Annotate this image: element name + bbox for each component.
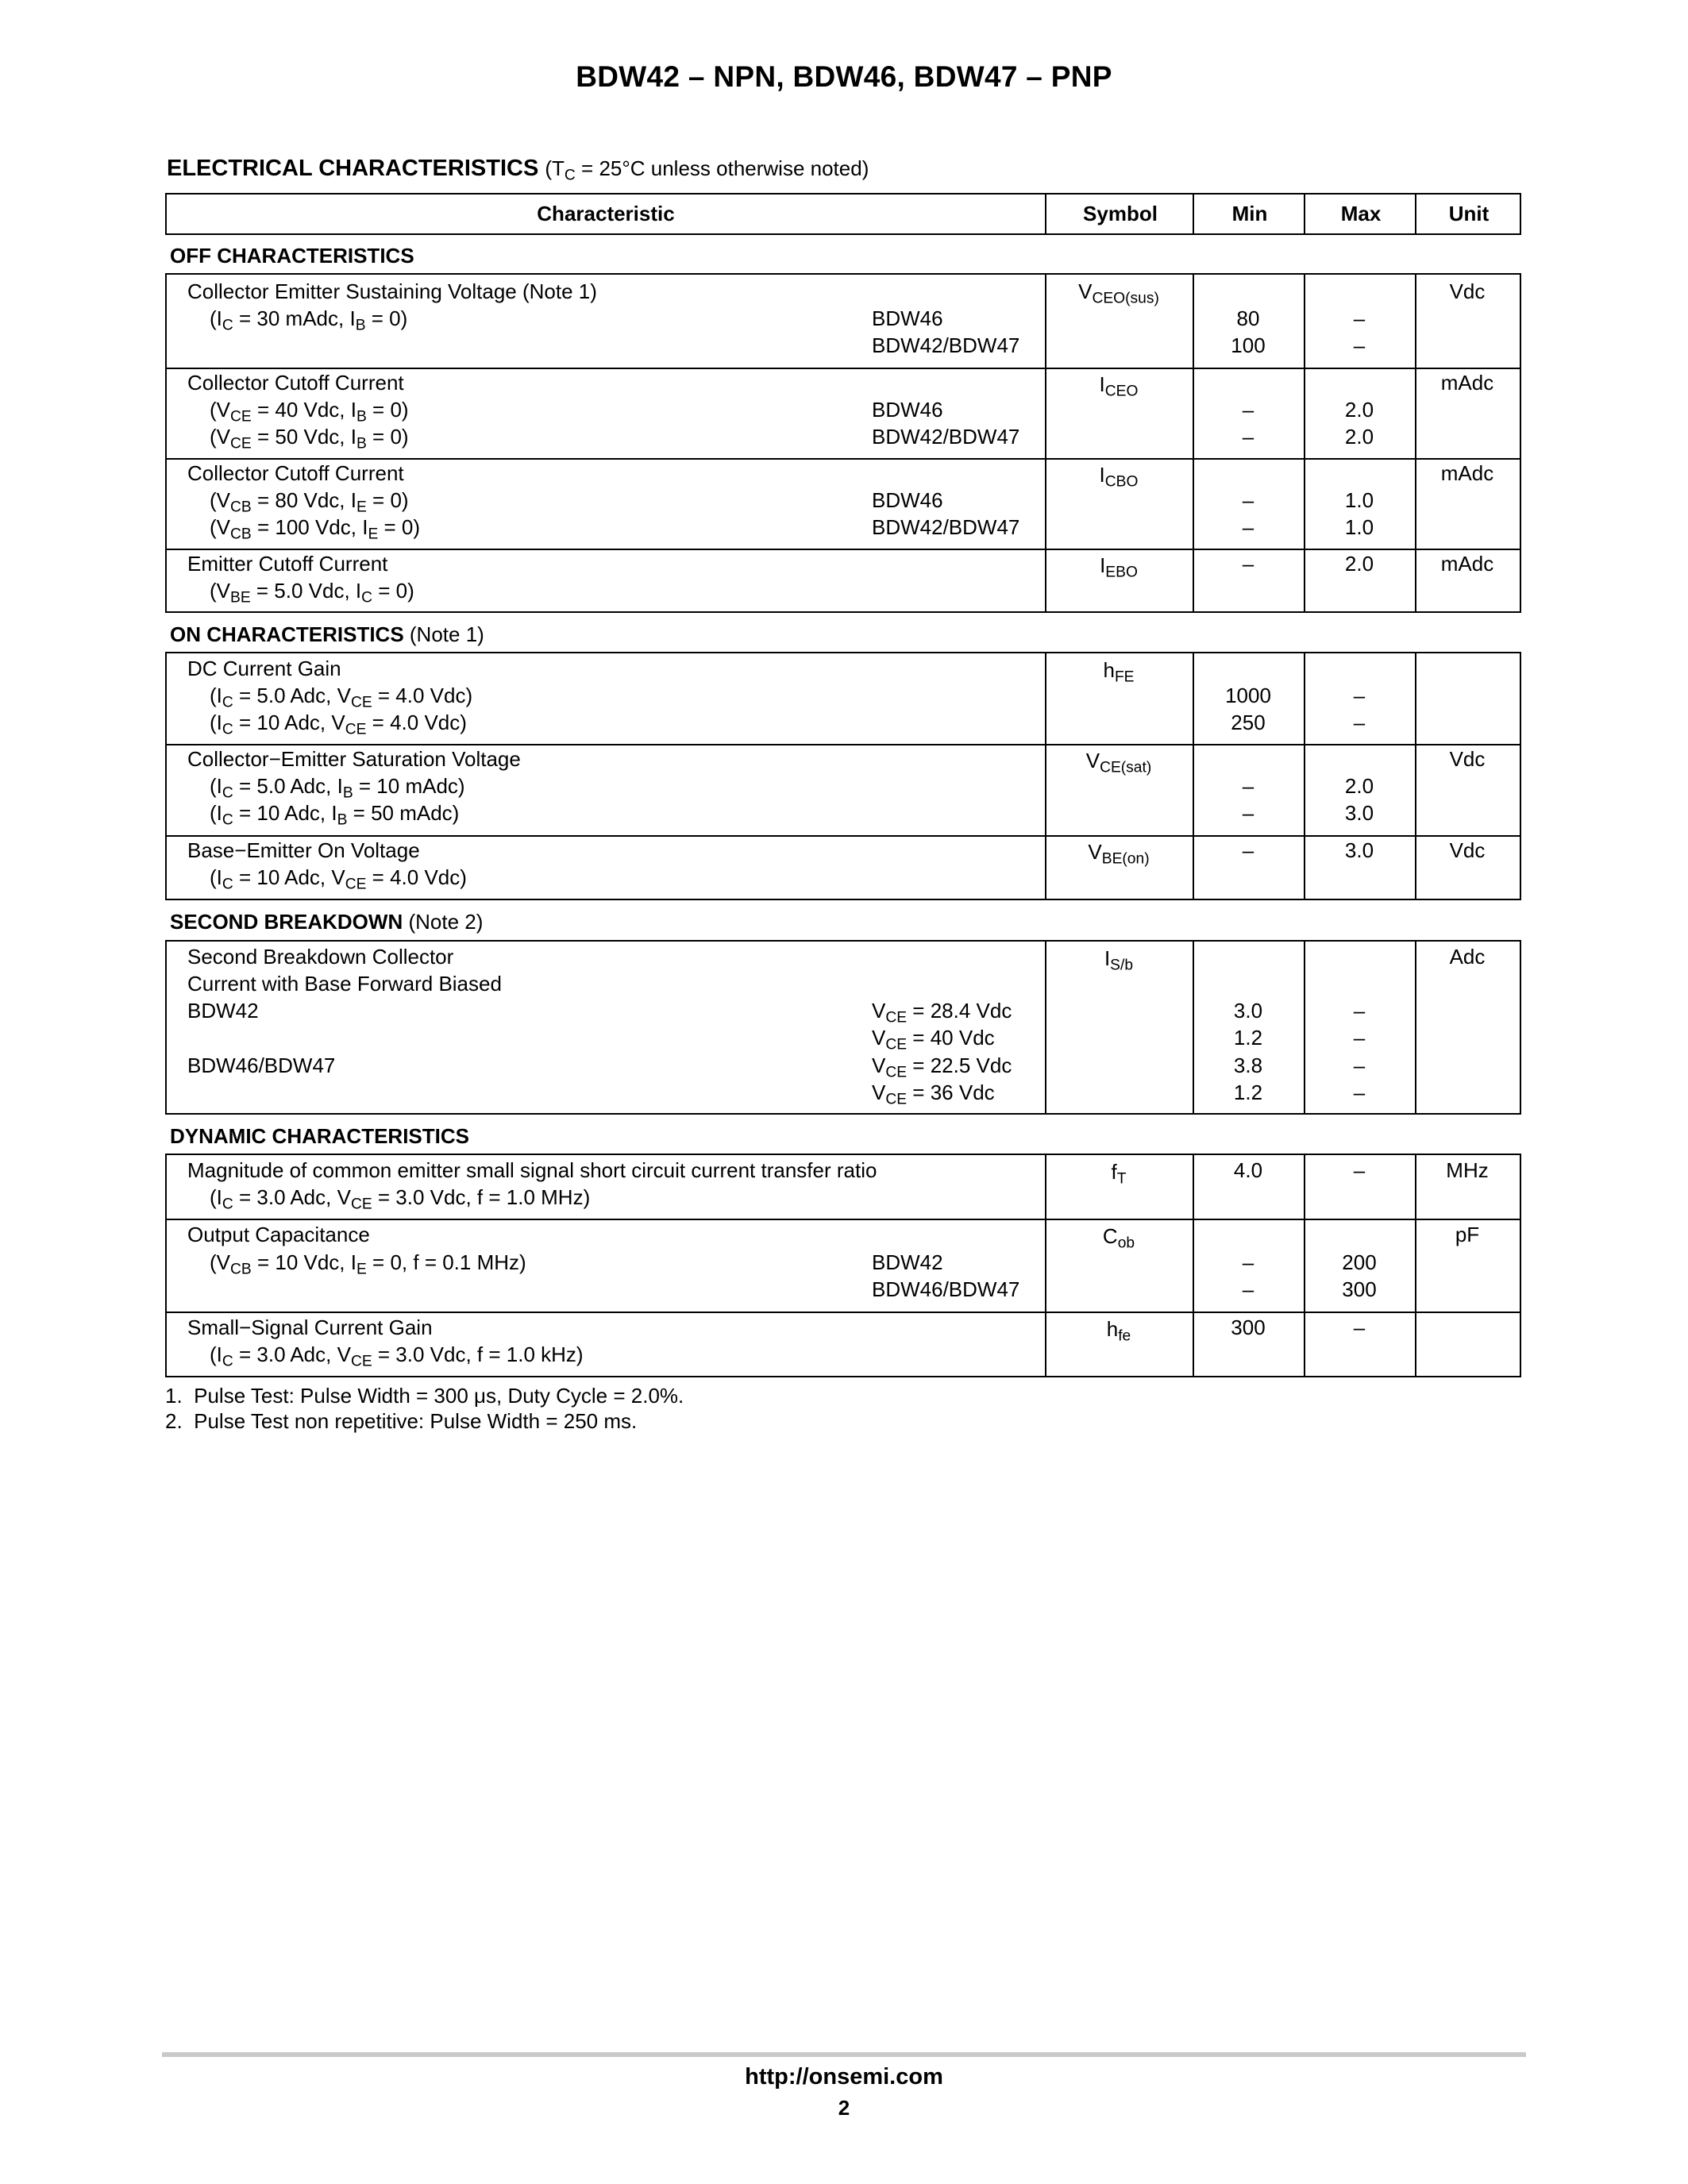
vcesat-min-2: – — [1242, 801, 1254, 825]
hfe-condition-1: ($I_C = 5.0$ Adc, $V_{CE} = 4.0$ Vdc) — [210, 684, 473, 711]
page-number: 2 — [838, 2096, 850, 2120]
vceo-condition: ($I_C = 30$ mAdc, $I_B = 0$) — [210, 306, 408, 334]
ft-min: 4.0 — [1233, 1158, 1263, 1182]
isb-symbol: $I_{S/b}$ — [1104, 946, 1134, 974]
vcesat-condition-2: ($I_C = 10$ Adc, $I_B = 50$ mAdc) — [210, 801, 460, 829]
category-on: ON CHARACTERISTICS (Note 1) — [170, 622, 484, 646]
iebo-condition: ($V_{BE} = 5.0$ Vdc, $I_C = 0$) — [210, 579, 414, 607]
vbeon-max: 3.0 — [1344, 838, 1374, 862]
vceo-device-2: BDW42/BDW47 — [872, 333, 1020, 357]
category-dynamic: DYNAMIC CHARACTERISTICS — [170, 1124, 469, 1148]
vcesat-max-1: 2.0 — [1344, 774, 1374, 798]
footnote-1: 1. Pulse Test: Pulse Width = 300 μs, Duty Cycle = 2.0%. — [165, 1384, 684, 1408]
iebo-name: Emitter Cutoff Current — [187, 552, 388, 576]
vcesat-min-1: – — [1242, 774, 1254, 798]
isb-name-1: Second Breakdown Collector — [187, 945, 454, 969]
ft-symbol: $f_T$ — [1111, 1160, 1127, 1188]
vceo-min-1: 80 — [1236, 306, 1260, 330]
isb-max-4: – — [1353, 1080, 1366, 1104]
vceo-device-1: BDW46 — [872, 306, 943, 330]
ft-max: – — [1353, 1158, 1366, 1182]
icbo-name: Collector Cutoff Current — [187, 461, 404, 485]
isb-device-2: BDW46/BDW47 — [187, 1053, 336, 1077]
isb-max-1: – — [1353, 999, 1366, 1023]
section-title — [167, 156, 869, 182]
dynamic-characteristics-table — [165, 1154, 1521, 1377]
iceo-max-2: 2.0 — [1344, 425, 1374, 449]
vbeon-symbol: $V_{BE(on)}$ — [1088, 840, 1150, 868]
icbo-max-1: 1.0 — [1344, 488, 1374, 512]
vceo-max-1: – — [1353, 306, 1366, 330]
header-characteristic: Characteristic — [537, 202, 675, 225]
iceo-symbol: $I_{CEO}$ — [1099, 372, 1139, 400]
icbo-device-1: BDW46 — [872, 488, 943, 512]
hfe-min-2: 250 — [1231, 711, 1266, 734]
header-symbol: Symbol — [1045, 195, 1194, 233]
ft-name: Magnitude of common emitter small signal short circuit current transfer ratio — [187, 1158, 877, 1182]
vbeon-condition: ($I_C = 10$ Adc, $V_{CE} = 4.0$ Vdc) — [210, 865, 467, 893]
hfe-name: DC Current Gain — [187, 657, 341, 680]
iceo-min-2: – — [1242, 425, 1254, 449]
icbo-condition-1: ($V_{CB} = 80$ Vdc, $I_E = 0$) — [210, 488, 409, 516]
isb-unit: Adc — [1449, 945, 1486, 969]
isb-condition-4: $V_{CE} = 36$ Vdc — [872, 1080, 995, 1108]
iebo-min: – — [1242, 552, 1254, 576]
icbo-unit: mAdc — [1440, 461, 1494, 485]
hfe-min-1: 1000 — [1225, 684, 1271, 707]
vceo-symbol: $V_{CEO(sus)}$ — [1078, 279, 1159, 307]
iceo-condition-1: ($V_{CE} = 40$ Vdc, $I_B = 0$) — [210, 398, 409, 426]
iebo-symbol: $I_{EBO}$ — [1100, 553, 1138, 581]
vcesat-max-2: 3.0 — [1344, 801, 1374, 825]
icbo-min-2: – — [1242, 515, 1254, 539]
isb-min-4: 1.2 — [1233, 1080, 1263, 1104]
iebo-max: 2.0 — [1344, 552, 1374, 576]
ft-condition: ($I_C = 3.0$ Adc, $V_{CE} = 3.0$ Vdc, f = 1.0 MHz) — [210, 1185, 591, 1213]
table-header — [165, 193, 1521, 235]
vbeon-min: – — [1242, 838, 1254, 862]
footnote-2: 2. Pulse Test non repetitive: Pulse Width = 250 ms. — [165, 1409, 638, 1433]
category-second-breakdown: SECOND BREAKDOWN (Note 2) — [170, 910, 484, 934]
ft-unit: MHz — [1446, 1158, 1489, 1182]
vceo-max-2: – — [1353, 333, 1366, 357]
isb-max-2: – — [1353, 1026, 1366, 1050]
iceo-min-1: – — [1242, 398, 1254, 422]
cob-symbol: $C_{ob}$ — [1102, 1224, 1135, 1252]
cob-name: Output Capacitance — [187, 1223, 370, 1246]
icbo-symbol: $I_{CBO}$ — [1099, 463, 1139, 491]
vcesat-condition-1: ($I_C = 5.0$ Adc, $I_B = 10$ mAdc) — [210, 774, 465, 802]
iceo-unit: mAdc — [1440, 371, 1494, 395]
isb-name-2: Current with Base Forward Biased — [187, 972, 502, 996]
icbo-max-2: 1.0 — [1344, 515, 1374, 539]
vbeon-unit: Vdc — [1449, 838, 1486, 862]
vceo-min-2: 100 — [1231, 333, 1266, 357]
page-title: BDW42 – NPN, BDW46, BDW47 – PNP — [576, 60, 1112, 93]
cob-unit: pF — [1455, 1223, 1480, 1246]
off-characteristics-table — [165, 273, 1521, 613]
category-off: OFF CHARACTERISTICS — [170, 244, 414, 268]
second-breakdown-table — [165, 940, 1521, 1115]
cob-max-1: 200 — [1342, 1250, 1377, 1274]
isb-condition-2: $V_{CE} = 40$ Vdc — [872, 1026, 995, 1053]
isb-max-3: – — [1353, 1053, 1366, 1077]
cob-max-2: 300 — [1342, 1277, 1377, 1301]
hfe-symbol: $h_{FE}$ — [1103, 658, 1135, 686]
iceo-condition-2: ($V_{CE} = 50$ Vdc, $I_B = 0$) — [210, 425, 409, 453]
header-max: Max — [1304, 195, 1416, 233]
iceo-device-1: BDW46 — [872, 398, 943, 422]
isb-min-1: 3.0 — [1233, 999, 1263, 1023]
hfe-max-1: – — [1353, 684, 1366, 707]
cob-condition: ($V_{CB} = 10$ Vdc, $I_E = 0$, f = 0.1 MHz) — [210, 1250, 526, 1278]
cob-device-1: BDW42 — [872, 1250, 943, 1274]
on-characteristics-table — [165, 652, 1521, 900]
iceo-name: Collector Cutoff Current — [187, 371, 404, 395]
vcesat-unit: Vdc — [1449, 747, 1486, 771]
hfe-max-2: – — [1353, 711, 1366, 734]
iceo-device-2: BDW42/BDW47 — [872, 425, 1020, 449]
icbo-min-1: – — [1242, 488, 1254, 512]
isb-min-3: 3.8 — [1233, 1053, 1263, 1077]
hfe-small-symbol: $h_{fe}$ — [1106, 1317, 1131, 1345]
cob-min-2: – — [1242, 1277, 1254, 1301]
cob-device-2: BDW46/BDW47 — [872, 1277, 1020, 1301]
vcesat-name: Collector−Emitter Saturation Voltage — [187, 747, 521, 771]
section-condition: ($T_C = 25^\circ C$ unless otherwise noted) — [545, 156, 869, 184]
hfe-small-condition: ($I_C = 3.0$ Adc, $V_{CE} = 3.0$ Vdc, f = 1.0 kHz) — [210, 1342, 584, 1370]
vceo-unit: Vdc — [1449, 279, 1486, 303]
isb-min-2: 1.2 — [1233, 1026, 1263, 1050]
icbo-condition-2: ($V_{CB} = 100$ Vdc, $I_E = 0$) — [210, 515, 421, 543]
footer-rule — [162, 2052, 1526, 2057]
isb-condition-3: $V_{CE} = 22.5$ Vdc — [872, 1053, 1012, 1081]
header-min: Min — [1193, 195, 1305, 233]
cob-min-1: – — [1242, 1250, 1254, 1274]
iceo-max-1: 2.0 — [1344, 398, 1374, 422]
hfe-small-name: Small−Signal Current Gain — [187, 1315, 433, 1339]
vceo-name: Collector Emitter Sustaining Voltage (Note 1) — [187, 279, 597, 303]
footer-url[interactable]: http://onsemi.com — [745, 2064, 943, 2090]
vbeon-name: Base−Emitter On Voltage — [187, 838, 420, 862]
vcesat-symbol: $V_{CE(sat)}$ — [1085, 749, 1152, 776]
hfe-small-min: 300 — [1231, 1315, 1266, 1339]
iebo-unit: mAdc — [1440, 552, 1494, 576]
header-unit: Unit — [1415, 195, 1521, 233]
hfe-condition-2: ($I_C = 10$ Adc, $V_{CE} = 4.0$ Vdc) — [210, 711, 467, 738]
isb-condition-1: $V_{CE} = 28.4$ Vdc — [872, 999, 1012, 1027]
icbo-device-2: BDW42/BDW47 — [872, 515, 1020, 539]
footnotes — [165, 1383, 684, 1434]
section-title-text: ELECTRICAL CHARACTERISTICS — [167, 156, 539, 181]
hfe-small-max: – — [1353, 1315, 1366, 1339]
isb-device-1: BDW42 — [187, 999, 259, 1023]
